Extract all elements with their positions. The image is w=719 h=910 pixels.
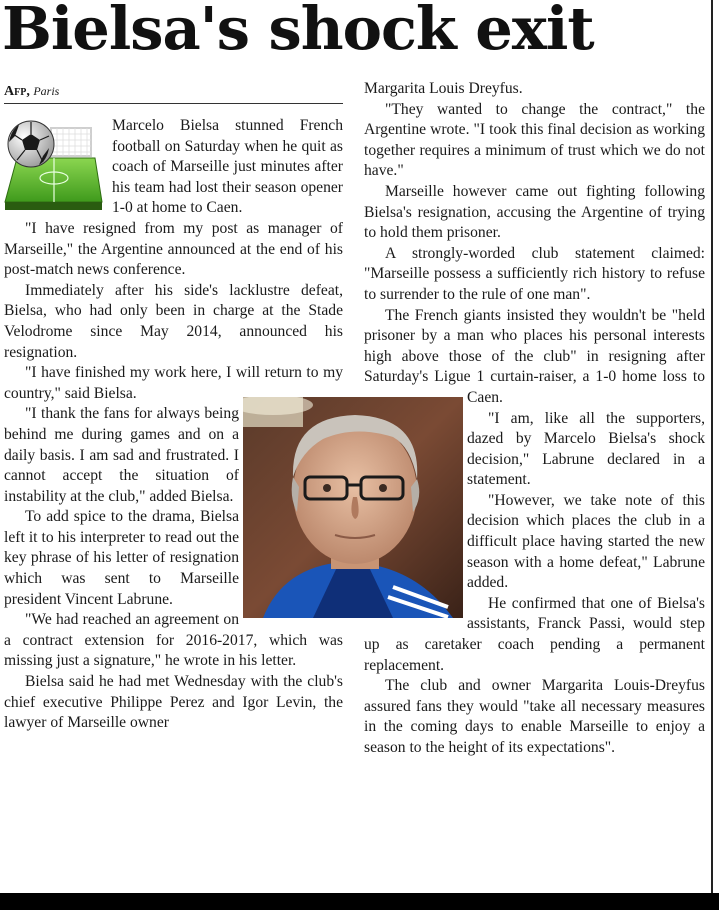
paragraph: "I am, like all the supporters, dazed by Marcelo Bielsa's shock decision," Labrune declared in a statement. <box>467 409 705 489</box>
paragraph: "I have resigned from my post as manager of Marseille," the Argentine announced at the end of his post-match news conference. <box>4 219 343 279</box>
photo-spacer <box>239 397 343 618</box>
bottom-bar <box>0 893 719 910</box>
paragraph: The club and owner Margarita Louis-Dreyfus assured fans they would "take all necessary measures in the coming days to enable Marseille to enjoy a season to the height of its expectations". <box>364 677 705 756</box>
paragraph: A strongly-worded club statement claimed: "Marseille possess a sufficiently rich history to refuse to surrender to the rule of one man". <box>364 244 705 303</box>
paragraph: "We had reached an agreement on a contract extension for 2016-2017, which was missing just a signature," he wrote in his letter. <box>4 611 343 670</box>
paragraph: Bielsa said he had met Wednesday with the club's chief executive Philippe Perez and Igor Levin, the lawyer of Marseille owner <box>4 673 343 732</box>
paragraph: "However, we take note of this decision which places the club in a difficult place having started the new season with a home defeat," Labrune added. <box>467 491 705 592</box>
paragraph: "They wanted to change the contract," the Argentine wrote. "I took this final decision as working together requires a minimum of trust which we do not have." <box>364 100 705 180</box>
byline-place: Paris <box>33 84 60 98</box>
paragraph: He confirmed that one of Bielsa's assistants, Franck Passi, would step up as caretaker coach pending a permanent replacement. <box>364 594 705 674</box>
ball-spacer <box>0 116 104 216</box>
paragraph: To add spice to the drama, Bielsa left it to his interpreter to read out the key phrase of his letter of resignation which was sent to Marseille president Vincent Labrune. <box>4 508 239 608</box>
headline: Bielsa's shock exit <box>2 0 594 63</box>
column-rule <box>711 0 713 893</box>
paragraph: The French giants insisted they wouldn't be "held prisoner by a man who places his personal interests high above those of the club" in resigning after Saturday's Ligue 1 curtain-raiser, a 1-0 home loss to Caen. <box>364 306 705 409</box>
article-column-2 <box>364 79 705 759</box>
byline-rule <box>4 103 343 104</box>
paragraph: "I thank the fans for always being behind me during games and on a daily basis. I am sad and frustrated. I cannot accept the situation of instability at the club," added Bielsa. <box>4 405 239 505</box>
photo-spacer <box>364 397 467 618</box>
paragraph: Margarita Louis Dreyfus. <box>364 80 523 97</box>
paragraph: Immediately after his side's lacklustre defeat, Bielsa, who had only been in charge at the Stade Velodrome since May 2014, announced his resignation. <box>4 281 343 361</box>
byline <box>4 84 59 100</box>
paragraph: Marcelo Bielsa stunned French football on Saturday when he quit as coach of Marseille just minutes after his team had lost their season opener 1-0 at home to Caen. <box>112 117 343 217</box>
paragraph: "I have finished my work here, I will return to my country," said Bielsa. <box>4 363 343 404</box>
byline-agency: Afp, <box>4 84 30 99</box>
article-column-1 <box>4 116 343 734</box>
paragraph: Marseille however came out fighting following Bielsa's resignation, accusing the Argentine of trying to hold them prisoner. <box>364 182 705 242</box>
